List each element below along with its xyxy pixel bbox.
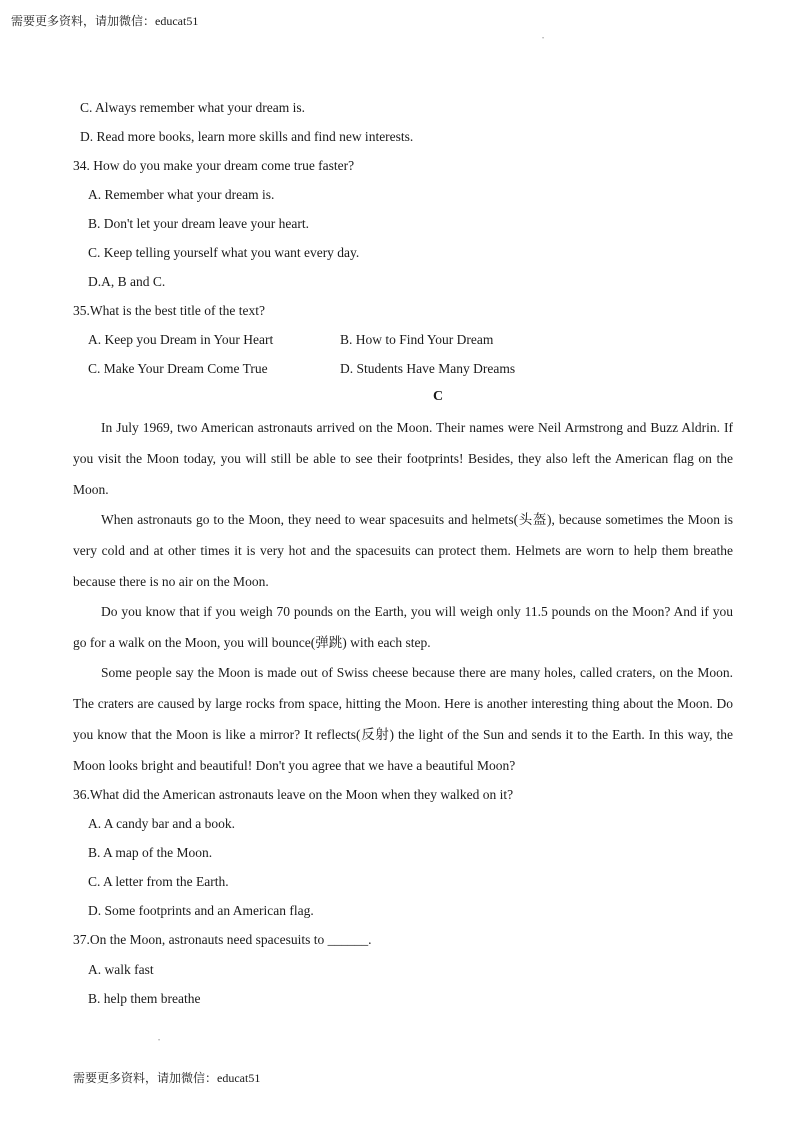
q36-option-a: A. A candy bar and a book. — [88, 816, 235, 831]
q36-option-d: D. Some footprints and an American flag. — [88, 903, 314, 918]
passage-paragraph-1: In July 1969, two American astronauts arrived on the Moon. Their names were Neil Armstrong and Buzz Aldrin. If you visit the Moon today, you will still be able to see their footprints! Besides, they also left the American flag on the Moon. — [73, 420, 733, 497]
q35-stem: 35.What is the best title of the text? — [73, 303, 265, 318]
stray-mark: • — [158, 1038, 161, 1044]
q37-option-a: A. walk fast — [88, 962, 154, 977]
q33-option-d: D. Read more books, learn more skills and find new interests. — [80, 129, 414, 144]
stray-mark: • — [542, 36, 545, 42]
q34-option-c: C. Keep telling yourself what you want every day. — [88, 245, 360, 260]
q34-option-b: B. Don't let your dream leave your heart. — [88, 216, 309, 231]
q36-option-b: B. A map of the Moon. — [88, 845, 213, 860]
q34-stem: 34. How do you make your dream come true faster? — [73, 158, 355, 173]
q36-stem: 36.What did the American astronauts leave on the Moon when they walked on it? — [73, 787, 514, 802]
page-header-watermark: 需要更多资料，请加微信：educat51 — [11, 14, 199, 28]
q34-option-d: D.A, B and C. — [88, 274, 166, 289]
section-heading: C — [432, 389, 444, 404]
q33-option-c: C. Always remember what your dream is. — [80, 100, 305, 115]
q36-option-c: C. A letter from the Earth. — [88, 874, 229, 889]
q37-stem: 37.On the Moon, astronauts need spacesuits to ______. — [73, 932, 372, 947]
q35-option-c: C. Make Your Dream Come True — [88, 361, 268, 376]
passage-paragraph-2: When astronauts go to the Moon, they need to wear spacesuits and helmets(头盔), because sometimes the Moon is very cold and at other times it is very hot and the spacesuits can protect them. Helmets are worn to help them breathe because there is no air on the Moon. — [73, 512, 733, 589]
q35-option-b: B. How to Find Your Dream — [340, 332, 494, 347]
page-footer-watermark: 需要更多资料，请加微信：educat51 — [73, 1071, 261, 1085]
q37-option-b: B. help them breathe — [88, 991, 201, 1006]
q34-option-a: A. Remember what your dream is. — [88, 187, 275, 202]
passage-paragraph-4: Some people say the Moon is made out of Swiss cheese because there are many holes, called craters, on the Moon. The craters are caused by large rocks from space, hitting the Moon. Here is another interesting thing about the Moon. Do you know that the Moon is like a mirror? It reflects(反射) the light of the Sun and sends it to the Earth. In this way, the Moon looks bright and beautiful! Don't you agree that we have a beautiful Moon? — [73, 665, 733, 773]
q35-option-d: D. Students Have Many Dreams — [340, 361, 516, 376]
passage-paragraph-3: Do you know that if you weigh 70 pounds on the Earth, you will weigh only 11.5 pounds on the Moon? And if you go for a walk on the Moon, you will bounce(弹跳) with each step. — [73, 604, 733, 650]
q35-option-a: A. Keep you Dream in Your Heart — [88, 332, 274, 347]
